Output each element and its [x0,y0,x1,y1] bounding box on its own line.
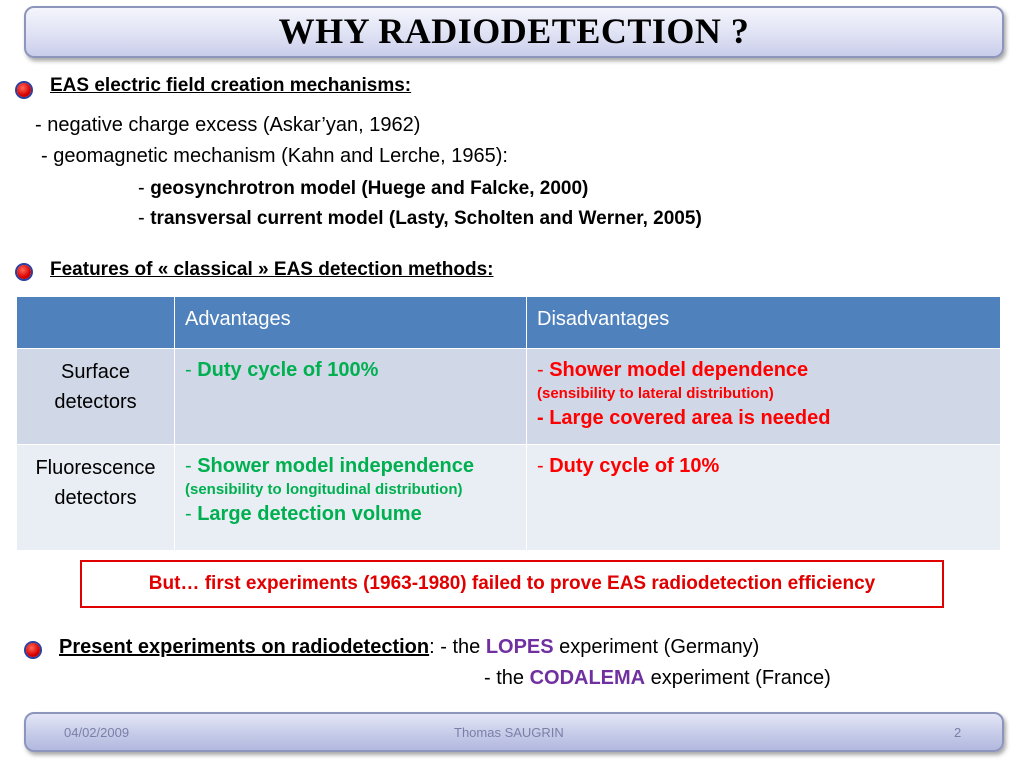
table-header-row [17,297,1001,349]
footer-author: Thomas SAUGRIN [454,725,564,740]
table-header-empty [17,297,175,349]
codalema-suffix: experiment (France) [645,667,831,689]
lopes-prefix: - the [434,636,486,658]
disadvantages-cell [527,349,1001,445]
bullet-icon [17,265,31,279]
lopes-suffix: experiment (Germany) [553,636,760,658]
row-label: Surface detectors [17,349,175,445]
advantage-text: Duty cycle of 100% [197,359,379,381]
section3-heading: Present experiments on radiodetection [59,636,430,658]
dash: - [537,359,550,381]
transversal-current-model: transversal current model (Lasty, Scholten and Werner, 2005) [150,208,702,229]
lopes-name: LOPES [485,636,554,658]
section1-heading: EAS electric field creation mechanisms: [50,75,412,96]
disadvantage-text-2: - Large covered area is needed [537,407,831,429]
footer-date: 04/02/2009 [64,725,130,740]
disadvantage-note: (sensibility to lateral distribution) [537,385,774,402]
mechanism-sub-1 [138,177,588,200]
dash: - [185,503,198,525]
footer-page-number: 2 [954,725,962,740]
bullet-icon [26,643,40,657]
advantage-note: (sensibility to longitudinal distribution) [185,481,463,498]
disadvantage-text: Shower model dependence [549,359,809,381]
section2-heading: Features of « classical » EAS detection methods: [50,259,494,280]
row-label: Fluorescence detectors [17,445,175,551]
dash: - [185,359,198,381]
experiments-line-1 [59,636,759,659]
advantage-text-2: Large detection volume [197,503,422,525]
features-table [16,296,1001,551]
footer-bar [24,712,1004,752]
geosynchrotron-model: geosynchrotron model (Huege and Falcke, 2000) [150,178,589,199]
callout-box: But… first experiments (1963-1980) failed to prove EAS radiodetection efficiency [80,560,944,608]
dash: - [537,455,550,477]
experiments-line-2 [484,667,831,690]
mechanism-line-1: - negative charge excess (Askar’yan, 1962) [35,114,421,136]
dash: - [138,177,151,199]
mechanism-sub-2 [138,207,702,230]
bullet-icon [17,83,31,97]
slide-title: WHY RADIODETECTION ? [278,11,750,51]
codalema-name: CODALEMA [529,667,646,689]
table-row [17,445,1001,551]
advantages-cell [175,445,527,551]
colon: : [429,636,435,658]
title-bar [24,6,1004,58]
dash: - [185,455,198,477]
table-header-advantages: Advantages [175,297,527,349]
dash: - [138,207,151,229]
disadvantage-text: Duty cycle of 10% [549,455,720,477]
advantage-text: Shower model independence [197,455,474,477]
advantages-cell [175,349,527,445]
disadvantages-cell [527,445,1001,551]
table-row [17,349,1001,445]
codalema-prefix: - the [484,667,530,689]
mechanism-line-2: - geomagnetic mechanism (Kahn and Lerche, 1965): [41,145,508,167]
table-header-disadvantages: Disadvantages [527,297,1001,349]
